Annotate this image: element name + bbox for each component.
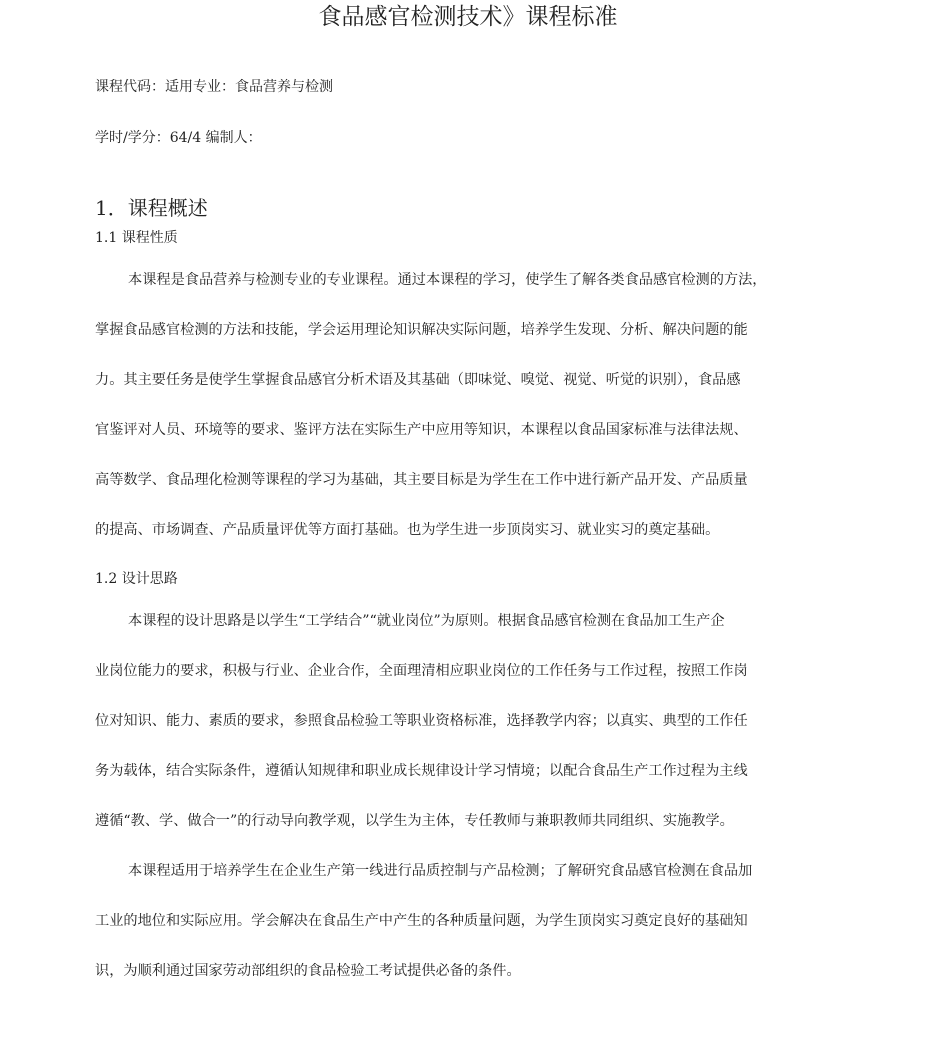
paragraph-line: 务为载体，结合实际条件，遵循认知规律和职业成长规律设计学习情境；以配合食品生产工作过程为主线 (95, 763, 748, 779)
paragraph-line: 本课程的设计思路是以学生“工学结合”“就业岗位”为原则。根据食品感官检测在食品加工生产企 (128, 613, 725, 629)
paragraph-line: 识，为顺利通过国家劳动部组织的食品检验工考试提供必备的条件。 (95, 963, 521, 979)
document-title: 食品感官检测技术》课程标准 (318, 4, 618, 30)
paragraph-line: 工业的地位和实际应用。学会解决在食品生产中产生的各种质量问题，为学生顶岗实习奠定良好的基础知 (95, 913, 748, 929)
paragraph-line: 的提高、市场调查、产品质量评优等方面打基础。也为学生进一步顶岗实习、就业实习的奠定基础。 (95, 522, 720, 538)
paragraph-course-nature (95, 270, 855, 570)
course-meta-code-major: 课程代码：适用专业：食品营养与检测 (95, 79, 333, 95)
section-heading-overview: 1．课程概述 (95, 196, 208, 220)
paragraph-line: 位对知识、能力、素质的要求，参照食品检验工等职业资格标准，选择教学内容；以真实、典型的工作任 (95, 713, 748, 729)
paragraph-line: 遵循“教、学、做合一”的行动导向教学观，以学生为主体，专任教师与兼职教师共同组织、实施教学。 (95, 813, 734, 829)
course-meta-hours-credits: 学时/学分：64/4 编制人： (95, 130, 262, 146)
paragraph-design-approach (95, 611, 855, 861)
paragraph-line: 掌握食品感官检测的方法和技能，学会运用理论知识解决实际问题，培养学生发现、分析、解决问题的能 (95, 322, 748, 338)
paragraph-course-application (95, 861, 855, 1011)
subsection-heading-course-nature: 1.1 课程性质 (95, 230, 178, 246)
paragraph-line: 本课程适用于培养学生在企业生产第一线进行品质控制与产品检测；了解研究食品感官检测在食品加 (128, 863, 753, 879)
paragraph-line: 业岗位能力的要求，积极与行业、企业合作，全面理清相应职业岗位的工作任务与工作过程，按照工作岗 (95, 663, 748, 679)
paragraph-line: 本课程是食品营养与检测专业的专业课程。通过本课程的学习，使学生了解各类食品感官检测的方法， (128, 272, 767, 288)
paragraph-line: 官鉴评对人员、环境等的要求、鉴评方法在实际生产中应用等知识，本课程以食品国家标准与法律法规、 (95, 422, 748, 438)
paragraph-line: 高等数学、食品理化检测等课程的学习为基础，其主要目标是为学生在工作中进行新产品开发、产品质量 (95, 472, 748, 488)
subsection-heading-design-approach: 1.2 设计思路 (95, 571, 178, 587)
paragraph-line: 力。其主要任务是使学生掌握食品感官分析术语及其基础（即味觉、嗅觉、视觉、听觉的识别），食品感 (95, 372, 741, 388)
